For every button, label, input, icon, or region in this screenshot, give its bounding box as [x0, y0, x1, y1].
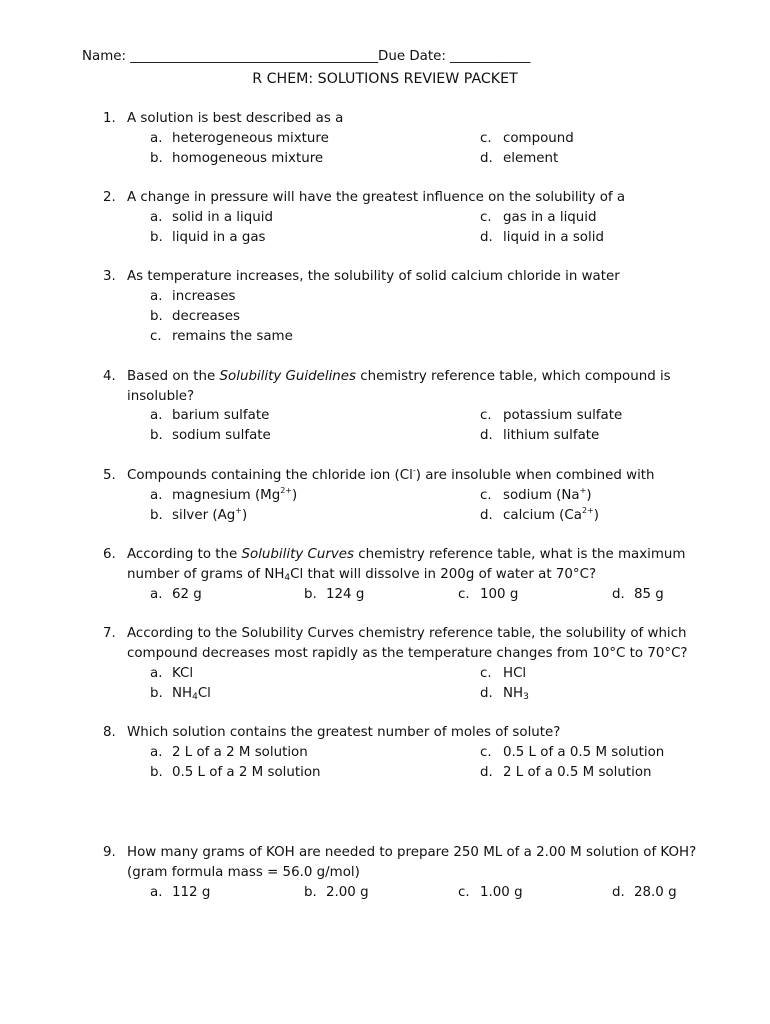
- option-letter: d.: [480, 151, 493, 166]
- charge-superscript: +: [235, 506, 242, 515]
- option-text: [172, 507, 247, 525]
- option-letter: a.: [150, 745, 163, 760]
- question-number: 1.: [103, 111, 116, 126]
- text-segment: ) are insoluble when combined with: [415, 468, 655, 483]
- option-text: 28.0 g: [634, 885, 677, 900]
- text-segment: NH: [172, 686, 193, 701]
- charge-superscript: +: [579, 486, 587, 495]
- option-letter: a.: [150, 408, 163, 423]
- text-segment: ): [292, 488, 298, 503]
- option-letter: d.: [480, 428, 493, 443]
- option-letter: c.: [480, 666, 492, 681]
- option-text: 62 g: [172, 587, 202, 602]
- question-number: 6.: [103, 547, 116, 562]
- option-text: 2 L of a 2 M solution: [172, 745, 308, 760]
- charge-superscript: 2+: [280, 486, 293, 495]
- charge-superscript: -: [412, 466, 416, 475]
- question-text-continued: insoluble?: [127, 389, 195, 404]
- option-text: decreases: [172, 309, 240, 324]
- text-segment: Cl that will dissolve in 200g of water at 70°C?: [290, 567, 597, 582]
- question-number: 3.: [103, 269, 116, 284]
- option-letter: b.: [150, 765, 163, 780]
- option-text: sodium sulfate: [172, 428, 271, 443]
- option-letter: b.: [304, 587, 317, 602]
- option-text: [172, 685, 211, 703]
- text-segment: ): [586, 488, 592, 503]
- option-letter: d.: [480, 508, 493, 523]
- question-text: According to the Solubility Curves chemistry reference table, the solubility of which: [127, 626, 687, 641]
- option-text: solid in a liquid: [172, 210, 273, 225]
- option-letter: c.: [458, 587, 470, 602]
- question-text: [127, 546, 685, 564]
- page-title: R CHEM: SOLUTIONS REVIEW PACKET: [252, 71, 518, 87]
- option-text: [172, 487, 297, 505]
- option-letter: a.: [150, 666, 163, 681]
- name-due-line: [82, 48, 530, 66]
- question-number: 9.: [103, 845, 116, 860]
- option-letter: b.: [150, 230, 163, 245]
- option-letter: d.: [480, 230, 493, 245]
- option-text: KCl: [172, 666, 194, 681]
- option-text: liquid in a gas: [172, 230, 266, 245]
- option-text: heterogeneous mixture: [172, 131, 329, 146]
- text-segment: ): [593, 508, 599, 523]
- question-text: Which solution contains the greatest number of moles of solute?: [127, 725, 561, 740]
- question-number: 4.: [103, 369, 116, 384]
- charge-superscript: 2+: [581, 506, 594, 515]
- option-letter: b.: [150, 686, 163, 701]
- question-number: 2.: [103, 190, 116, 205]
- text-segment: According to the: [127, 547, 242, 562]
- text-segment: Cl: [197, 686, 211, 701]
- text-segment: calcium (Ca: [503, 508, 582, 523]
- text-segment: sodium (Na: [503, 488, 580, 503]
- option-text: 2 L of a 0.5 M solution: [503, 765, 652, 780]
- option-letter: c.: [480, 131, 492, 146]
- option-letter: a.: [150, 488, 163, 503]
- reference-table-name: Solubility Curves: [241, 547, 354, 562]
- option-letter: a.: [150, 587, 163, 602]
- question-text-continued: [127, 566, 596, 584]
- option-text: 0.5 L of a 0.5 M solution: [503, 745, 665, 760]
- text-segment: NH: [503, 686, 524, 701]
- option-letter: c.: [458, 885, 470, 900]
- option-text: 0.5 L of a 2 M solution: [172, 765, 321, 780]
- option-text: gas in a liquid: [503, 210, 597, 225]
- option-text: 1.00 g: [480, 885, 523, 900]
- question-text: A change in pressure will have the greatest influence on the solubility of a: [127, 190, 626, 205]
- option-text: [503, 487, 592, 505]
- option-text: [503, 685, 529, 703]
- text-segment: chemistry reference table, what is the maximum: [354, 547, 686, 562]
- option-letter: a.: [150, 131, 163, 146]
- option-letter: c.: [480, 745, 492, 760]
- option-text: 85 g: [634, 587, 664, 602]
- formula-subscript: 4: [192, 692, 198, 702]
- text-segment: chemistry reference table, which compound is: [356, 369, 671, 384]
- question-text-continued: compound decreases most rapidly as the temperature changes from 10°C to 70°C?: [127, 646, 688, 661]
- question-text: A solution is best described as a: [127, 111, 344, 126]
- option-letter: c.: [480, 408, 492, 423]
- option-letter: a.: [150, 885, 163, 900]
- option-text: 100 g: [480, 587, 519, 602]
- formula-subscript: 4: [284, 573, 291, 583]
- option-text: increases: [172, 289, 236, 304]
- option-text: barium sulfate: [172, 408, 270, 423]
- question-number: 8.: [103, 725, 116, 740]
- text-segment: ): [241, 508, 248, 523]
- question-text-continued: (gram formula mass = 56.0 g/mol): [127, 865, 360, 880]
- option-letter: b.: [304, 885, 317, 900]
- option-letter: d.: [612, 587, 625, 602]
- text-segment: magnesium (Mg: [172, 488, 281, 503]
- option-text: remains the same: [172, 329, 293, 344]
- text-segment: Compounds containing the chloride ion (Cl: [127, 468, 413, 483]
- question-text: As temperature increases, the solubility of solid calcium chloride in water: [127, 269, 620, 284]
- text-segment: Based on the: [127, 369, 220, 384]
- question-number: 7.: [103, 626, 116, 641]
- question-text: [127, 467, 655, 485]
- option-text: homogeneous mixture: [172, 151, 324, 166]
- option-text: compound: [503, 131, 574, 146]
- option-text: 124 g: [326, 587, 365, 602]
- question-text: How many grams of KOH are needed to prepare 250 ML of a 2.00 M solution of KOH?: [127, 845, 697, 860]
- option-text: element: [503, 151, 559, 166]
- option-text: 112 g: [172, 885, 211, 900]
- option-letter: a.: [150, 210, 163, 225]
- option-letter: d.: [480, 765, 493, 780]
- due-date-blank[interactable]: ____________: [450, 49, 531, 64]
- name-label: Name:: [82, 49, 127, 64]
- option-letter: d.: [612, 885, 625, 900]
- due-date-label: Due Date:: [378, 49, 446, 64]
- option-text: potassium sulfate: [503, 408, 623, 423]
- question-number: 5.: [103, 468, 116, 483]
- question-text: [127, 368, 671, 386]
- option-letter: b.: [150, 428, 163, 443]
- option-text: [503, 507, 599, 525]
- name-blank[interactable]: _____________________________________: [130, 49, 379, 64]
- option-text: liquid in a solid: [503, 230, 604, 245]
- option-letter: a.: [150, 289, 163, 304]
- text-segment: silver (Ag: [172, 508, 236, 523]
- option-letter: b.: [150, 151, 163, 166]
- text-segment: number of grams of NH: [127, 567, 285, 582]
- option-text: lithium sulfate: [503, 428, 600, 443]
- option-text: HCl: [503, 666, 527, 681]
- option-letter: b.: [150, 508, 163, 523]
- option-letter: c.: [480, 488, 492, 503]
- option-letter: c.: [150, 329, 162, 344]
- option-letter: b.: [150, 309, 163, 324]
- option-letter: c.: [480, 210, 492, 225]
- option-text: 2.00 g: [326, 885, 369, 900]
- reference-table-name: Solubility Guidelines: [219, 369, 357, 384]
- formula-subscript: 3: [523, 692, 529, 702]
- option-letter: d.: [480, 686, 493, 701]
